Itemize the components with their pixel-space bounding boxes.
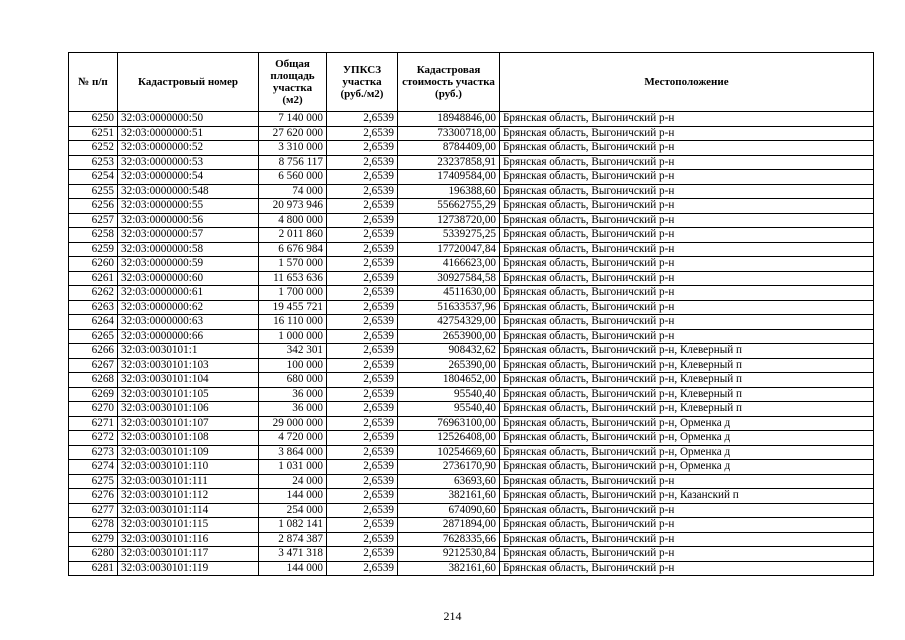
location-cell: Брянская область, Выгоничский р-н, Клеверный п [500, 402, 874, 417]
cadastral-cost-cell: 51633537,96 [398, 300, 500, 315]
location-cell: Брянская область, Выгоничский р-н, Клеверный п [500, 358, 874, 373]
area-cell: 4 800 000 [259, 213, 327, 228]
table-row [69, 257, 874, 272]
cadastral-number-cell: 32:03:0030101:104 [118, 373, 259, 388]
cadastral-number-cell: 32:03:0000000:50 [118, 112, 259, 127]
location-cell: Брянская область, Выгоничский р-н [500, 228, 874, 243]
area-cell: 3 310 000 [259, 141, 327, 156]
cadastral-number-cell: 32:03:0030101:112 [118, 489, 259, 504]
table-row [69, 170, 874, 185]
location-cell: Брянская область, Выгоничский р-н, Клеверный п [500, 344, 874, 359]
cadastral-number-cell: 32:03:0000000:62 [118, 300, 259, 315]
cadastral-cost-cell: 7628335,66 [398, 532, 500, 547]
upksz-cell: 2,6539 [327, 286, 398, 301]
row-number-cell: 6258 [69, 228, 118, 243]
row-number-cell: 6279 [69, 532, 118, 547]
page-number: 214 [443, 609, 462, 623]
cadastral-number-cell: 32:03:0030101:114 [118, 503, 259, 518]
upksz-cell: 2,6539 [327, 489, 398, 504]
location-cell: Брянская область, Выгоничский р-н, Казанский п [500, 489, 874, 504]
row-number-cell: 6264 [69, 315, 118, 330]
cadastral-cost-cell: 76963100,00 [398, 416, 500, 431]
upksz-cell: 2,6539 [327, 228, 398, 243]
row-number-cell: 6254 [69, 170, 118, 185]
row-number-cell: 6275 [69, 474, 118, 489]
location-cell: Брянская область, Выгоничский р-н [500, 112, 874, 127]
area-cell: 1 031 000 [259, 460, 327, 475]
cadastral-cost-cell: 9212530,84 [398, 547, 500, 562]
header-row [69, 53, 874, 112]
table-row [69, 155, 874, 170]
upksz-cell: 2,6539 [327, 474, 398, 489]
row-number-cell: 6276 [69, 489, 118, 504]
row-number-cell: 6260 [69, 257, 118, 272]
cadastral-cost-cell: 12526408,00 [398, 431, 500, 446]
upksz-cell: 2,6539 [327, 199, 398, 214]
upksz-cell: 2,6539 [327, 271, 398, 286]
row-number-cell: 6266 [69, 344, 118, 359]
cadastral-cost-cell: 63693,60 [398, 474, 500, 489]
area-cell: 7 140 000 [259, 112, 327, 127]
cadastral-number-cell: 32:03:0000000:57 [118, 228, 259, 243]
area-cell: 3 471 318 [259, 547, 327, 562]
row-number-cell: 6263 [69, 300, 118, 315]
upksz-cell: 2,6539 [327, 445, 398, 460]
table-row [69, 518, 874, 533]
upksz-cell: 2,6539 [327, 416, 398, 431]
cadastral-cost-cell: 55662755,29 [398, 199, 500, 214]
cadastral-number-cell: 32:03:0030101:107 [118, 416, 259, 431]
location-cell: Брянская область, Выгоничский р-н [500, 474, 874, 489]
location-cell: Брянская область, Выгоничский р-н [500, 518, 874, 533]
table-row [69, 489, 874, 504]
area-cell: 144 000 [259, 561, 327, 576]
location-cell: Брянская область, Выгоничский р-н [500, 329, 874, 344]
location-cell: Брянская область, Выгоничский р-н [500, 199, 874, 214]
cadastral-cost-cell: 382161,60 [398, 489, 500, 504]
row-number-cell: 6253 [69, 155, 118, 170]
cadastral-number-cell: 32:03:0000000:54 [118, 170, 259, 185]
cadastral-cost-cell: 18948846,00 [398, 112, 500, 127]
location-cell: Брянская область, Выгоничский р-н [500, 126, 874, 141]
row-number-cell: 6255 [69, 184, 118, 199]
area-cell: 1 700 000 [259, 286, 327, 301]
upksz-cell: 2,6539 [327, 329, 398, 344]
upksz-cell: 2,6539 [327, 532, 398, 547]
location-cell: Брянская область, Выгоничский р-н, Орменка д [500, 431, 874, 446]
area-cell: 1 000 000 [259, 329, 327, 344]
row-number-cell: 6273 [69, 445, 118, 460]
cadastral-number-cell: 32:03:0000000:60 [118, 271, 259, 286]
upksz-cell: 2,6539 [327, 503, 398, 518]
location-cell: Брянская область, Выгоничский р-н [500, 155, 874, 170]
row-number-cell: 6262 [69, 286, 118, 301]
upksz-cell: 2,6539 [327, 431, 398, 446]
table-row [69, 445, 874, 460]
row-number-cell: 6251 [69, 126, 118, 141]
upksz-cell: 2,6539 [327, 402, 398, 417]
upksz-cell: 2,6539 [327, 242, 398, 257]
location-cell: Брянская область, Выгоничский р-н, Клеверный п [500, 387, 874, 402]
area-cell: 680 000 [259, 373, 327, 388]
upksz-cell: 2,6539 [327, 358, 398, 373]
location-cell: Брянская область, Выгоничский р-н [500, 141, 874, 156]
cadastral-cost-cell: 196388,60 [398, 184, 500, 199]
area-cell: 36 000 [259, 402, 327, 417]
cadastral-number-cell: 32:03:0030101:109 [118, 445, 259, 460]
cadastral-number-cell: 32:03:0030101:117 [118, 547, 259, 562]
table-row [69, 300, 874, 315]
row-number-cell: 6269 [69, 387, 118, 402]
area-cell: 36 000 [259, 387, 327, 402]
upksz-cell: 2,6539 [327, 518, 398, 533]
cadastral-number-cell: 32:03:0030101:110 [118, 460, 259, 475]
cadastral-number-cell: 32:03:0030101:105 [118, 387, 259, 402]
row-number-cell: 6280 [69, 547, 118, 562]
location-cell: Брянская область, Выгоничский р-н [500, 300, 874, 315]
row-number-cell: 6265 [69, 329, 118, 344]
cadastral-cost-cell: 95540,40 [398, 387, 500, 402]
location-cell: Брянская область, Выгоничский р-н [500, 503, 874, 518]
cadastral-number-cell: 32:03:0000000:52 [118, 141, 259, 156]
row-number-cell: 6268 [69, 373, 118, 388]
row-number-cell: 6256 [69, 199, 118, 214]
row-number-cell: 6277 [69, 503, 118, 518]
upksz-cell: 2,6539 [327, 112, 398, 127]
cadastral-cost-cell: 265390,00 [398, 358, 500, 373]
upksz-cell: 2,6539 [327, 300, 398, 315]
table-row [69, 141, 874, 156]
area-cell: 29 000 000 [259, 416, 327, 431]
cadastral-number-cell: 32:03:0000000:51 [118, 126, 259, 141]
table-row [69, 329, 874, 344]
table-row [69, 271, 874, 286]
table-row [69, 358, 874, 373]
cadastral-number-cell: 32:03:0000000:55 [118, 199, 259, 214]
area-cell: 24 000 [259, 474, 327, 489]
cadastral-cost-cell: 8784409,00 [398, 141, 500, 156]
cadastral-cost-cell: 908432,62 [398, 344, 500, 359]
location-cell: Брянская область, Выгоничский р-н [500, 561, 874, 576]
area-cell: 16 110 000 [259, 315, 327, 330]
area-cell: 144 000 [259, 489, 327, 504]
area-cell: 100 000 [259, 358, 327, 373]
cadastral-number-cell: 32:03:0000000:61 [118, 286, 259, 301]
area-cell: 11 653 636 [259, 271, 327, 286]
cadastral-number-cell: 32:03:0030101:108 [118, 431, 259, 446]
table-row [69, 199, 874, 214]
row-number-cell: 6252 [69, 141, 118, 156]
upksz-cell: 2,6539 [327, 170, 398, 185]
table-row [69, 228, 874, 243]
row-number-cell: 6267 [69, 358, 118, 373]
upksz-cell: 2,6539 [327, 141, 398, 156]
upksz-cell: 2,6539 [327, 257, 398, 272]
row-number-cell: 6270 [69, 402, 118, 417]
upksz-cell: 2,6539 [327, 155, 398, 170]
upksz-cell: 2,6539 [327, 213, 398, 228]
location-cell: Брянская область, Выгоничский р-н [500, 547, 874, 562]
table-row [69, 532, 874, 547]
table-row [69, 474, 874, 489]
table-body [69, 112, 874, 576]
header-cadastral-number: Кадастровый номер [118, 53, 259, 112]
cadastral-number-cell: 32:03:0000000:53 [118, 155, 259, 170]
cadastral-number-cell: 32:03:0030101:1 [118, 344, 259, 359]
area-cell: 27 620 000 [259, 126, 327, 141]
cadastral-table-container [68, 52, 874, 576]
cadastral-cost-cell: 382161,60 [398, 561, 500, 576]
row-number-cell: 6250 [69, 112, 118, 127]
table-row [69, 561, 874, 576]
header-upksz: УПКСЗ участка (руб./м2) [327, 53, 398, 112]
cadastral-cost-cell: 73300718,00 [398, 126, 500, 141]
area-cell: 1 082 141 [259, 518, 327, 533]
area-cell: 20 973 946 [259, 199, 327, 214]
table-row [69, 213, 874, 228]
area-cell: 74 000 [259, 184, 327, 199]
location-cell: Брянская область, Выгоничский р-н [500, 257, 874, 272]
table-row [69, 126, 874, 141]
cadastral-cost-cell: 17409584,00 [398, 170, 500, 185]
cadastral-number-cell: 32:03:0000000:66 [118, 329, 259, 344]
location-cell: Брянская область, Выгоничский р-н [500, 170, 874, 185]
cadastral-cost-cell: 95540,40 [398, 402, 500, 417]
table-row [69, 387, 874, 402]
cadastral-cost-cell: 2736170,90 [398, 460, 500, 475]
table-row [69, 112, 874, 127]
cadastral-cost-cell: 23237858,91 [398, 155, 500, 170]
location-cell: Брянская область, Выгоничский р-н [500, 532, 874, 547]
area-cell: 254 000 [259, 503, 327, 518]
table-row [69, 460, 874, 475]
cadastral-cost-cell: 30927584,58 [398, 271, 500, 286]
area-cell: 6 560 000 [259, 170, 327, 185]
table-row [69, 503, 874, 518]
table-row [69, 184, 874, 199]
location-cell: Брянская область, Выгоничский р-н [500, 184, 874, 199]
upksz-cell: 2,6539 [327, 460, 398, 475]
location-cell: Брянская область, Выгоничский р-н [500, 315, 874, 330]
cadastral-number-cell: 32:03:0030101:106 [118, 402, 259, 417]
location-cell: Брянская область, Выгоничский р-н [500, 271, 874, 286]
area-cell: 2 874 387 [259, 532, 327, 547]
cadastral-cost-cell: 10254669,60 [398, 445, 500, 460]
area-cell: 1 570 000 [259, 257, 327, 272]
row-number-cell: 6281 [69, 561, 118, 576]
cadastral-cost-cell: 674090,60 [398, 503, 500, 518]
upksz-cell: 2,6539 [327, 373, 398, 388]
cadastral-number-cell: 32:03:0000000:56 [118, 213, 259, 228]
cadastral-cost-cell: 17720047,84 [398, 242, 500, 257]
area-cell: 4 720 000 [259, 431, 327, 446]
cadastral-cost-cell: 5339275,25 [398, 228, 500, 243]
cadastral-cost-cell: 12738720,00 [398, 213, 500, 228]
table-row [69, 373, 874, 388]
upksz-cell: 2,6539 [327, 561, 398, 576]
header-location: Местоположение [500, 53, 874, 112]
row-number-cell: 6271 [69, 416, 118, 431]
cadastral-number-cell: 32:03:0000000:59 [118, 257, 259, 272]
cadastral-number-cell: 32:03:0030101:115 [118, 518, 259, 533]
cadastral-number-cell: 32:03:0030101:103 [118, 358, 259, 373]
cadastral-cost-cell: 4166623,00 [398, 257, 500, 272]
area-cell: 3 864 000 [259, 445, 327, 460]
cadastral-table [68, 52, 874, 576]
location-cell: Брянская область, Выгоничский р-н [500, 213, 874, 228]
area-cell: 19 455 721 [259, 300, 327, 315]
cadastral-cost-cell: 1804652,00 [398, 373, 500, 388]
row-number-cell: 6274 [69, 460, 118, 475]
upksz-cell: 2,6539 [327, 315, 398, 330]
row-number-cell: 6272 [69, 431, 118, 446]
row-number-cell: 6278 [69, 518, 118, 533]
cadastral-number-cell: 32:03:0000000:63 [118, 315, 259, 330]
cadastral-number-cell: 32:03:0000000:58 [118, 242, 259, 257]
location-cell: Брянская область, Выгоничский р-н, Орменка д [500, 445, 874, 460]
table-row [69, 315, 874, 330]
cadastral-number-cell: 32:03:0030101:119 [118, 561, 259, 576]
table-row [69, 344, 874, 359]
cadastral-cost-cell: 2653900,00 [398, 329, 500, 344]
upksz-cell: 2,6539 [327, 387, 398, 402]
cadastral-cost-cell: 4511630,00 [398, 286, 500, 301]
location-cell: Брянская область, Выгоничский р-н, Орменка д [500, 460, 874, 475]
row-number-cell: 6259 [69, 242, 118, 257]
table-row [69, 431, 874, 446]
table-row [69, 416, 874, 431]
location-cell: Брянская область, Выгоничский р-н [500, 242, 874, 257]
header-cadastral-cost: Кадастровая стоимость участка (руб.) [398, 53, 500, 112]
area-cell: 2 011 860 [259, 228, 327, 243]
upksz-cell: 2,6539 [327, 344, 398, 359]
area-cell: 342 301 [259, 344, 327, 359]
row-number-cell: 6257 [69, 213, 118, 228]
cadastral-number-cell: 32:03:0000000:548 [118, 184, 259, 199]
location-cell: Брянская область, Выгоничский р-н, Орменка д [500, 416, 874, 431]
area-cell: 6 676 984 [259, 242, 327, 257]
cadastral-number-cell: 32:03:0030101:111 [118, 474, 259, 489]
location-cell: Брянская область, Выгоничский р-н [500, 286, 874, 301]
cadastral-cost-cell: 2871894,00 [398, 518, 500, 533]
table-row [69, 547, 874, 562]
table-row [69, 242, 874, 257]
cadastral-cost-cell: 42754329,00 [398, 315, 500, 330]
header-num: № п/п [69, 53, 118, 112]
location-cell: Брянская область, Выгоничский р-н, Клеверный п [500, 373, 874, 388]
cadastral-number-cell: 32:03:0030101:116 [118, 532, 259, 547]
upksz-cell: 2,6539 [327, 184, 398, 199]
upksz-cell: 2,6539 [327, 547, 398, 562]
row-number-cell: 6261 [69, 271, 118, 286]
header-area: Общая площадь участка (м2) [259, 53, 327, 112]
upksz-cell: 2,6539 [327, 126, 398, 141]
table-row [69, 402, 874, 417]
area-cell: 8 756 117 [259, 155, 327, 170]
table-row [69, 286, 874, 301]
